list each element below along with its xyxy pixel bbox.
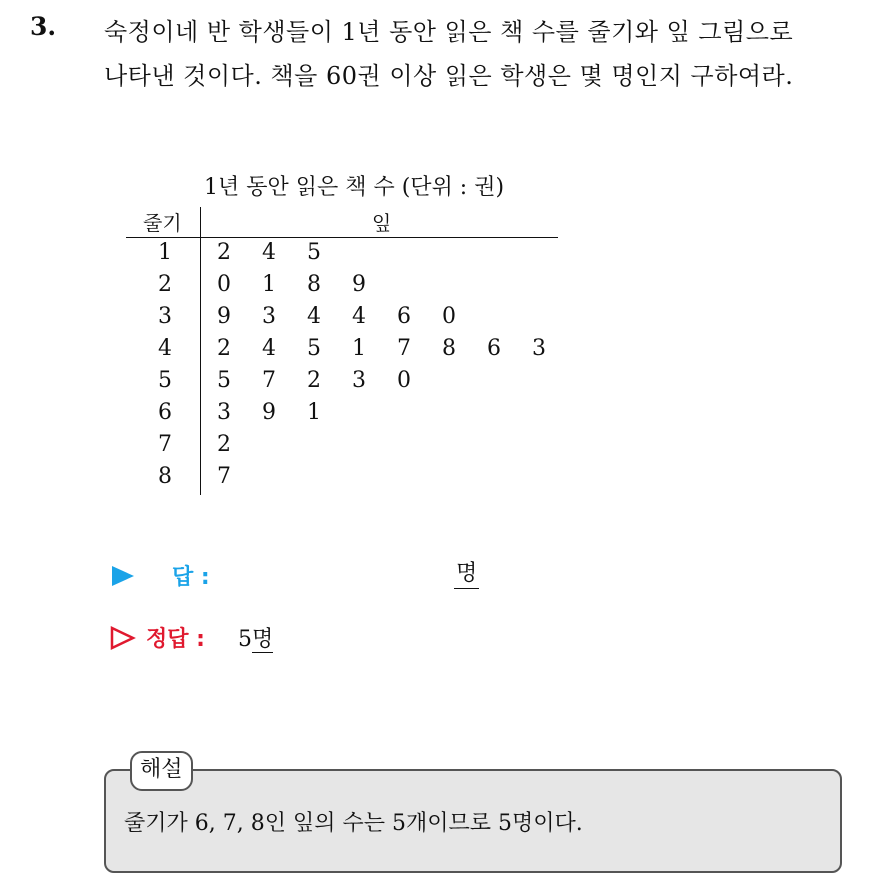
leaf-value: 9: [352, 272, 366, 297]
stem-value: 3: [158, 304, 172, 329]
answer-blank[interactable]: 명: [454, 560, 479, 589]
stem-value: 1: [158, 240, 172, 265]
leaf-value: 3: [532, 336, 546, 361]
leaf-value: 0: [397, 368, 411, 393]
correct-answer-label: 정답 :: [146, 627, 205, 652]
play-triangle-icon: [112, 566, 134, 586]
leaf-value: 0: [442, 304, 456, 329]
stem-value: 2: [158, 272, 172, 297]
leaf-value: 0: [217, 272, 231, 297]
explanation-text: 줄기가 6, 7, 8인 잎의 수는 5개이므로 5명이다.: [124, 811, 583, 836]
explanation-tag: 해설: [130, 751, 193, 791]
leaf-value: 4: [262, 240, 276, 265]
leaf-value: 5: [217, 368, 231, 393]
stem-value: 4: [158, 336, 172, 361]
leaf-value: 9: [217, 304, 231, 329]
stem-value: 7: [158, 432, 172, 457]
leaf-value: 3: [262, 304, 276, 329]
stem-leaf-plot-title: 1년 동안 읽은 책 수 (단위 : 권): [204, 175, 505, 200]
leaf-value: 8: [307, 272, 321, 297]
leaf-value: 5: [307, 240, 321, 265]
leaf-value: 1: [262, 272, 276, 297]
leaf-value: 6: [487, 336, 501, 361]
question-number: 3.: [30, 12, 57, 41]
question-text: [104, 10, 874, 98]
leaf-value: 6: [397, 304, 411, 329]
leaf-value: 5: [307, 336, 321, 361]
leaf-value: 2: [217, 336, 231, 361]
leaf-value: 2: [217, 240, 231, 265]
correct-answer-value: [238, 622, 273, 653]
stem-value: 5: [158, 368, 172, 393]
stem-value: 6: [158, 400, 172, 425]
header-divider: [126, 237, 558, 238]
leaf-value: 3: [217, 400, 231, 425]
outline-triangle-icon: [110, 626, 136, 650]
leaf-value: 7: [217, 464, 231, 489]
stem-value: 8: [158, 464, 172, 489]
leaf-value: 2: [307, 368, 321, 393]
leaf-value: 9: [262, 400, 276, 425]
stem-leaf-divider: [200, 207, 201, 495]
leaf-value: 7: [262, 368, 276, 393]
leaf-header: 잎: [372, 211, 392, 235]
leaf-value: 4: [262, 336, 276, 361]
leaf-value: 4: [352, 304, 366, 329]
correct-answer-line: [110, 620, 410, 656]
leaf-value: 1: [352, 336, 366, 361]
leaf-value: 1: [307, 400, 321, 425]
leaf-value: 2: [217, 432, 231, 457]
correct-answer-unit: 명: [252, 627, 274, 652]
question-line-1: 숙정이네 반 학생들이 1년 동안 읽은 책 수를 줄기와 잎 그림으로: [104, 18, 794, 46]
stem-header: 줄기: [143, 211, 182, 235]
correct-answer-number: 5: [238, 627, 252, 652]
question-line-2: 나타낸 것이다. 책을 60권 이상 읽은 학생은 몇 명인지 구하여라.: [104, 62, 794, 90]
leaf-value: 7: [397, 336, 411, 361]
answer-line: [110, 558, 610, 594]
leaf-value: 8: [442, 336, 456, 361]
leaf-value: 4: [307, 304, 321, 329]
leaf-value: 3: [352, 368, 366, 393]
answer-label: 답 :: [172, 565, 210, 590]
